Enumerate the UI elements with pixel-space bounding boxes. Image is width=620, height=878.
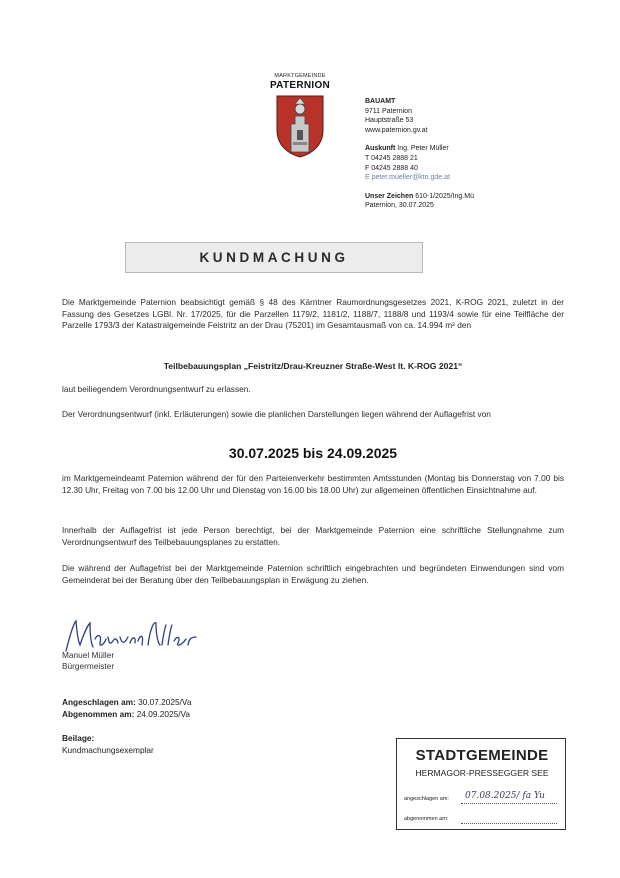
posted-value: 30.07.2025/Va: [138, 697, 192, 707]
signatory-role: Bürgermeister: [62, 661, 115, 671]
stamp-subtitle: HERMAGOR-PRESSEGGER SEE: [415, 768, 549, 778]
posted-line: [62, 697, 191, 709]
office-website: www.paternion.gv.at: [365, 126, 428, 134]
logo-big-text: PATERNION: [269, 80, 331, 91]
removed-label: Abgenommen am:: [62, 708, 135, 719]
stamp-posted-line: [461, 803, 557, 804]
posting-stamp: [396, 738, 566, 830]
municipality-logo: [265, 73, 335, 158]
paragraph-statement: Innerhalb der Auflagefrist ist jede Person berechtigt, bei der Marktgemeinde Paternion eine schriftliche Stellungnahme zum Verordnungsentwurf des Teilbebauungsplanes zu erstatten.: [62, 525, 564, 547]
office-phone: T 04245 2888 21: [365, 154, 418, 162]
stamp-title: STADTGEMEINDE: [415, 747, 549, 764]
paragraph-draft: Der Verordnungsentwurf (inkl. Erläuterungen) sowie die planlichen Darstellungen liegen während der Auflagefrist von: [62, 409, 491, 419]
contact-line: [365, 144, 474, 154]
signatory: [62, 650, 114, 672]
attachment-info: [62, 733, 154, 756]
removed-value: 24.09.2025/Va: [136, 708, 191, 719]
posting-info: [62, 697, 191, 720]
office-fax: F 04245 2888 40: [365, 164, 418, 172]
reference-label: Unser Zeichen: [365, 192, 414, 200]
stamp-posted-label: angeschlagen am:: [404, 796, 449, 802]
attachment-label: Beilage:: [62, 733, 95, 743]
removed-line: [62, 709, 191, 721]
paragraph-office-hours: im Marktgemeindeamt Paternion während der für den Parteienverkehr bestimmten Amtsstunden (Montag bis Donnerstag von 7.00 bis 12.30 Uhr, Freitag von 7.00 bis 12.00 Uhr und Dienstag von 16.00 bis 18.00 Uhr) zur allgemeinen öffentlichen Einsichtnahme auf.: [62, 473, 564, 495]
stamp-removed-line: [461, 823, 557, 824]
paragraph-objections: Die während der Auflagefrist bei der Marktgemeinde Paternion schriftlich eingebrachten und begründeten Einwendungen sind vom Gemeinderat bei der Beratung über den Teilbebauungsplan in Erwägung zu ziehen.: [62, 563, 564, 585]
attachment-value: Kundmachungsexemplar: [62, 744, 154, 755]
place-date: Paternion, 30.07.2025: [365, 202, 434, 210]
office-email[interactable]: E peter.mueller@ktn.gde.at: [365, 174, 450, 182]
reference-value: 610-1/2025/Ing.Mü: [415, 192, 474, 200]
title-banner: [125, 242, 423, 273]
logo-small-text: MARKTGEMEINDE: [274, 73, 326, 79]
coat-of-arms-icon: [275, 94, 325, 158]
contact-label: Auskunft: [365, 145, 396, 153]
stamp-removed-label: abgenommen am:: [404, 816, 449, 822]
office-address-block: [365, 97, 474, 211]
posted-label: Angeschlagen am:: [62, 697, 136, 707]
department-name: BAUAMT: [365, 98, 396, 105]
office-postal: 9711 Paternion: [365, 107, 412, 115]
display-period: 30.07.2025 bis 24.09.2025: [228, 445, 398, 461]
stamp-posted-handwriting: 07.08.2025/ fa Yu: [465, 791, 545, 801]
paragraph-enact: laut beiliegendem Verordnungsentwurf zu erlassen.: [62, 384, 251, 394]
contact-name: Ing. Peter Müller: [397, 145, 449, 153]
plan-title: Teilbebauungsplan „Feistritz/Drau-Kreuzner Straße-West lt. K-ROG 2021“: [163, 361, 463, 371]
reference-line: [365, 192, 474, 202]
document-title: KUNDMACHUNG: [199, 250, 349, 265]
office-street: Hauptstraße 53: [365, 117, 414, 125]
signatory-name: Manuel Müller: [62, 650, 115, 660]
intro-paragraph: Die Marktgemeinde Paternion beabsichtigt gemäß § 48 des Kärntner Raumordnungsgesetzes 2021, K-ROG 2021, zuletzt in der Fassung des Gesetzes LGBl. Nr. 17/2025, für die Parzellen 1179/2, 1181/2, 1188/7, 1188/8 und 1193/4 sowie für eine Teilfläche der Parzelle 1793/3 der Katastralgemeinde Feistritz an der Drau (75201) im Gesamtausmaß von ca. 14.994 m² den: [62, 297, 564, 331]
